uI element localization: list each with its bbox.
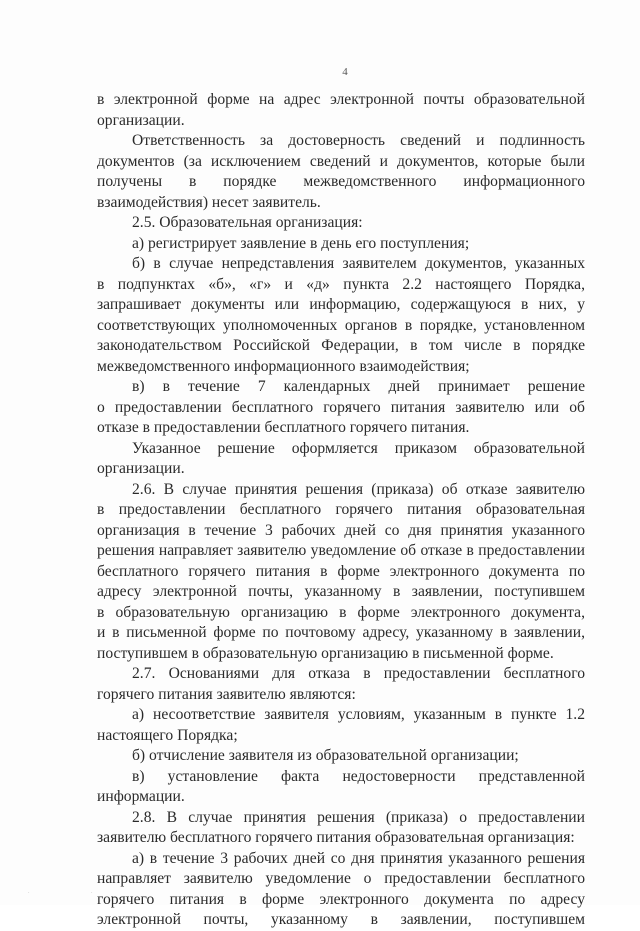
text-line: организации. [97, 460, 185, 477]
text-line: в образовательную организацию в форме электронного документа, [97, 603, 585, 621]
text-line: в) в течение 7 календарных дней принимает решение [132, 378, 585, 395]
paragraph [97, 90, 585, 131]
text-line: 2.8. В случае принятия решения (приказа) о предоставлении [132, 808, 585, 826]
text-line: заявителю бесплатного горячего питания образовательная организация: [97, 829, 575, 846]
scan-artifact: . . [28, 889, 123, 895]
text-line: б) отчисление заявителя из образовательной организации; [132, 747, 519, 764]
text-line: 2.7. Основаниями для отказа в предоставлении бесплатного [132, 665, 585, 682]
text-line: а) в течение 3 рабочих дней со дня принятия указанного решения [132, 849, 585, 867]
paragraph [97, 439, 585, 480]
text-line: в электронной форме на адрес электронной почты образовательной [97, 91, 585, 108]
text-line: решения направляет заявителю уведомление об отказе в предоставлении [97, 542, 585, 559]
text-line: настоящего Порядка; [97, 726, 238, 744]
text-line: о предоставлении бесплатного горячего питания заявителю или об [97, 398, 585, 416]
text-line: горячего питания в форме электронного документа по адресу [97, 890, 585, 908]
text-line: горячего питания заявителю являются: [97, 685, 356, 703]
text-line: адресу электронной почты, указанному в заявлении, поступившем [97, 583, 585, 600]
text-line: 2.6. В случае принятия решения (приказа) об отказе заявителю [132, 480, 585, 498]
text-line: информации. [97, 788, 185, 805]
text-line: взаимодействия) несет заявитель. [97, 193, 321, 211]
paragraph [97, 254, 585, 377]
text-line: в) установление факта недостоверности представленной [132, 767, 585, 785]
text-line: межведомственного информационного взаимодействия; [97, 357, 470, 375]
text-line: организации. [97, 111, 185, 129]
text-line: в подпунктах «б», «г» и «д» пункта 2.2 настоящего Порядка, [97, 275, 585, 293]
text-line: а) регистрирует заявление в день его поступления; [132, 234, 470, 252]
text-line: бесплатного горячего питания в форме электронного документа по [97, 562, 585, 580]
paragraph [97, 705, 585, 746]
text-line: Ответственность за достоверность сведений и подлинность [132, 132, 585, 149]
text-line: а) несоответствие заявителя условиям, указанным в пункте 1.2 [132, 706, 585, 723]
text-line: получены в порядке межведомственного информационного [97, 173, 585, 190]
paragraph [97, 746, 585, 767]
text-line: в предоставлении бесплатного горячего питания образовательная [97, 501, 585, 518]
text-line: направляет заявителю уведомление о предоставлении бесплатного [97, 870, 585, 887]
paragraph [97, 480, 585, 665]
paragraph [97, 808, 585, 849]
text-line: отказе в предоставлении бесплатного горячего питания. [97, 419, 470, 436]
paragraph [97, 377, 585, 439]
paragraph [97, 767, 585, 808]
paragraph [97, 234, 585, 255]
text-line: законодательством Российской Федерации, в том числе в порядке [97, 337, 585, 354]
paragraph [97, 849, 585, 931]
text-line: электронной почты, указанному в заявлении, поступившем [97, 911, 585, 928]
paragraph [97, 664, 585, 705]
paragraph [97, 131, 585, 213]
text-line: соответствующих уполномоченных органов в порядке, установленном [97, 316, 585, 334]
text-line: поступившем в образовательную организацию в письменной форме. [97, 644, 554, 662]
text-line: и в письменной форме по почтовому адресу, указанному в заявлении, [97, 624, 585, 641]
document-body [97, 90, 585, 931]
text-line: Указанное решение оформляется приказом образовательной [132, 439, 585, 457]
text-line: б) в случае непредставления заявителем документов, указанных [132, 255, 585, 272]
paragraph [97, 213, 585, 234]
page-number: 4 [342, 66, 348, 78]
text-line: документов (за исключением сведений и документов, которые были [97, 152, 585, 170]
text-line: запрашивает документы или информацию, содержащуюся в них, у [97, 296, 585, 313]
text-line: организация в течение 3 рабочих дней со дня принятия указанного [97, 521, 585, 539]
text-line: 2.5. Образовательная организация: [132, 214, 363, 231]
